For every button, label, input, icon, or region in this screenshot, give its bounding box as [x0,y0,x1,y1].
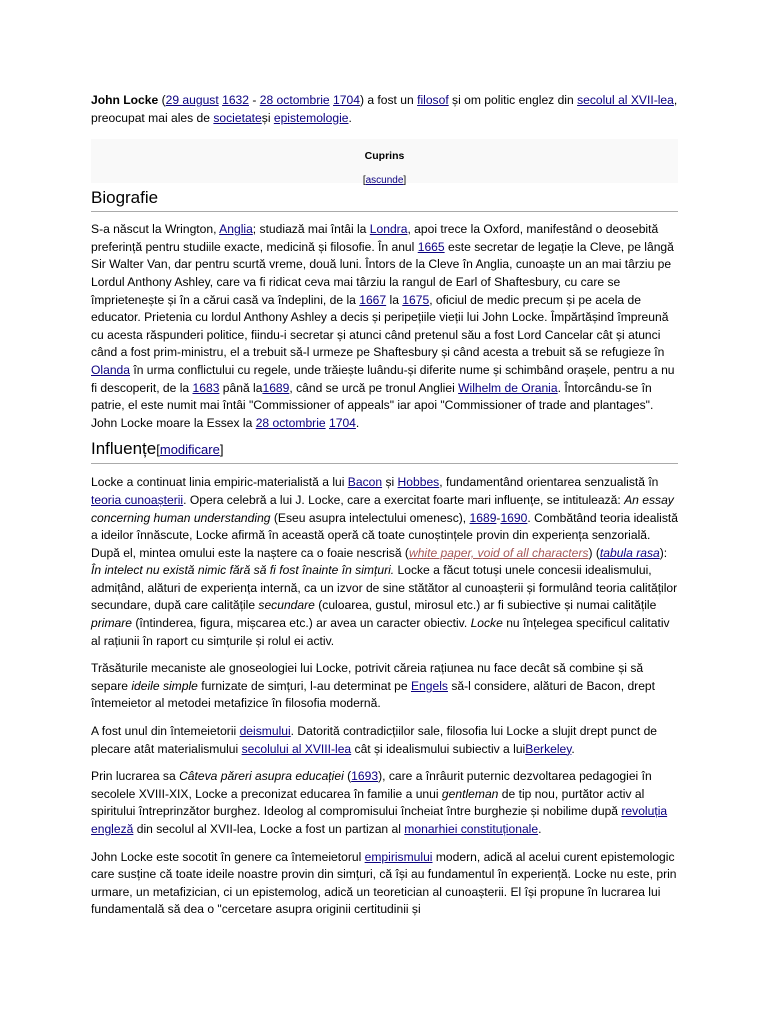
link-1665[interactable]: 1665 [417,239,445,254]
table-of-contents [91,139,678,187]
toc-hide-link[interactable]: ascunde [365,175,404,187]
link-secolul-xvii[interactable]: secolul al XVII-lea [577,93,674,107]
link-epistemologie[interactable]: epistemologie [273,110,349,125]
section-heading-biografie: Biografie [91,187,678,212]
link-bacon[interactable]: Bacon [347,475,383,490]
link-1704[interactable]: 1704 [329,415,356,430]
link-death-date[interactable]: 28 octombrie [259,93,330,107]
article-content [91,92,678,919]
link-londra[interactable]: Londra [369,222,408,237]
link-1683[interactable]: 1683 [192,380,220,395]
influente-paragraph-1: Locke a continuat linia empiric-materialistă a lui Bacon și Hobbes, fundamentând orientarea senzualistă în teoria cunoașterii. Opera celebră a lui J. Locke, care a exercitat foarte mari influențe, se intitulează: An essay concerning human understanding (Eseu asupra intelectului omenesc), 1689-1690. Combătând teoria idealistă a ideilor înnăscute, Locke afirmă în această operă că toate cunoștințele provin din experiența senzorială. După el, mintea omului este la naștere ca o foaie nescrisă (white paper, void of all characters) (tabula rasa): În intelect nu există nimic fără să fi fost înainte în simțuri. Locke a făcut totuși unele concesii idealismului, admițând, alături de experiența internă, ca un izvor de sine stătător al cunoașterii și formulând teoria calităților secundare, după care calitățile secundare (culoarea, gustul, mirosul etc.) ar fi subiective și numai calitățile primare (întinderea, figura, mișcarea etc.) ar avea un caracter obiectiv. Locke nu înțelegea specificul calitativ al rațiunii în raport cu simțurile și rolul ei activ. [91,475,678,648]
link-monarhiei-constitutionale[interactable]: monarhiei constituționale [404,822,539,836]
article-subject: John Locke [91,93,159,107]
link-revolutia-engleza[interactable]: revoluția engleză [91,804,668,836]
link-berkeley[interactable]: Berkeley [525,741,572,756]
influente-paragraph-5: John Locke este socotit în genere ca întemeietorul empirismului modern, adică al acelui curent epistemologic care susține că toate ideile noastre provin din simțuri, că își au fundamentul în experiență. Locke nu este, prin urmare, un metafizician, ci un epistemolog, adică un teoretician al cunoașterii. El își propune în lucrarea lui fundamentală să dea o "cercetare asupra originii certitudinii și [91,849,677,917]
influente-paragraph-4: Prin lucrarea sa Câteva păreri asupra educației (1693), care a înrâurit puternic dezvoltarea pedagogiei în secolele XVIII-XIX, Locke a preconizat educarea în familie a unui gentleman de tip nou, purtător activ al spiritului întreprinzător burghez. Ideolog al compromisului încheiat între burghezie și nobilime după revoluția engleză din secolul al XVII-lea, Locke a fost un partizan al monarhiei constituționale. [91,769,668,836]
link-white-paper[interactable]: white paper, void of all characters [408,545,589,560]
intro-paragraph: John Locke (29 august 1632 - 28 octombrie 1704) a fost un filosof și om politic englez din secolul al XVII-lea, preocupat mai ales de societateși epistemologie. [91,93,678,125]
link-anglia[interactable]: Anglia [219,222,253,237]
link-engels[interactable]: Engels [410,678,448,693]
influente-paragraph-2: Trăsăturile mecaniste ale gnoseologiei lui Locke, potrivit căreia rațiunea nu face decât să combine și să separe ideile simple furnizate de simțuri, l-au determinat pe Engels să-l considere, alături de Bacon, drept întemeietor al metodei metafizice în filosofia modernă. [91,661,656,711]
link-birth-date[interactable]: 29 august [165,93,219,107]
toc-toggle: [ascunde] [362,175,407,187]
link-filosof[interactable]: filosof [417,93,449,107]
section-heading-influente: Influențe[modificare] [91,438,678,464]
link-hobbes[interactable]: Hobbes [397,475,440,490]
edit-section: [modificare] [156,442,224,458]
link-1667[interactable]: 1667 [359,292,387,307]
link-deismului[interactable]: deismului [239,724,291,739]
link-birth-year[interactable]: 1632 [222,93,249,107]
link-empirismului[interactable]: empirismului [364,849,433,864]
link-wilhelm-de-orania[interactable]: Wilhelm de Orania [458,380,558,395]
link-secolului-xviii[interactable]: secolului al XVIII-lea [241,741,352,756]
link-1675[interactable]: 1675 [402,292,430,307]
link-1689-essay[interactable]: 1689 [469,510,497,525]
link-tabula-rasa[interactable]: tabula rasa [599,545,660,560]
link-societate[interactable]: societate [213,110,262,125]
link-1689[interactable]: 1689 [262,380,290,395]
link-teoria-cunoasterii[interactable]: teoria cunoașterii [91,492,184,507]
link-1690[interactable]: 1690 [500,510,528,525]
link-death-year[interactable]: 1704 [333,93,360,107]
link-1693[interactable]: 1693 [351,769,379,784]
influente-paragraph-3: A fost unul din întemeietorii deismului. Datorită contradicțiilor sale, filosofia lui Locke a slujit drept punct de plecare atât materialismului secolului al XVIII-lea cât și idealismului subiectiv a luiBerkeley. [91,724,658,756]
edit-section-link[interactable]: modificare [159,442,220,458]
link-olanda[interactable]: Olanda [91,362,130,377]
biografie-paragraph: S-a născut la Wrington, Anglia; studiază mai întâi la Londra, apoi trece la Oxford, manifestând o deosebită preferință pentru studiile exacte, medicină și filosofie. În anul 1665 este secretar de legație la Cleve, pe lângă Sir Walter Van, dar pentru scurtă vreme, două luni. Întors de la Cleve în Anglia, cunoaște un an mai târziu pe Lordul Anthony Ashley, care va fi ridicat ceva mai târziu la rangul de Earl of Shaftesbury, cu care se împrietenește și în a cărui casă va îndeplini, de la 1667 la 1675, oficiul de medic precum și pe acela de educator. Prietenia cu lordul Anthony Ashley a decis și peripețiile vieții lui John Locke. Împărtășind împreună cu acesta răspunderi politice, fiindu-i secretar și atunci când pretenul său a fost Lord Cancelar cât și atunci când a fost prim-ministru, el a trebuit să-l urmeze pe Shaftesbury și când acesta a trebuit să se refugieze în Olanda în urma conflictului cu regele, unde trăiește luându-și diferite nume și schimbând orașele, pentru a nu fi descoperit, de la 1683 până la1689, când se urcă pe tronul Angliei Wilhelm de Orania. Întorcându-se în patrie, el este numit mai întâi "Commissioner of appeals" iar apoi "Commissioner of trade and plantages". John Locke moare la Essex la 28 octombrie 1704. [91,222,675,430]
toc-title: Cuprins [364,150,405,163]
link-28-octombrie[interactable]: 28 octombrie [255,415,326,430]
